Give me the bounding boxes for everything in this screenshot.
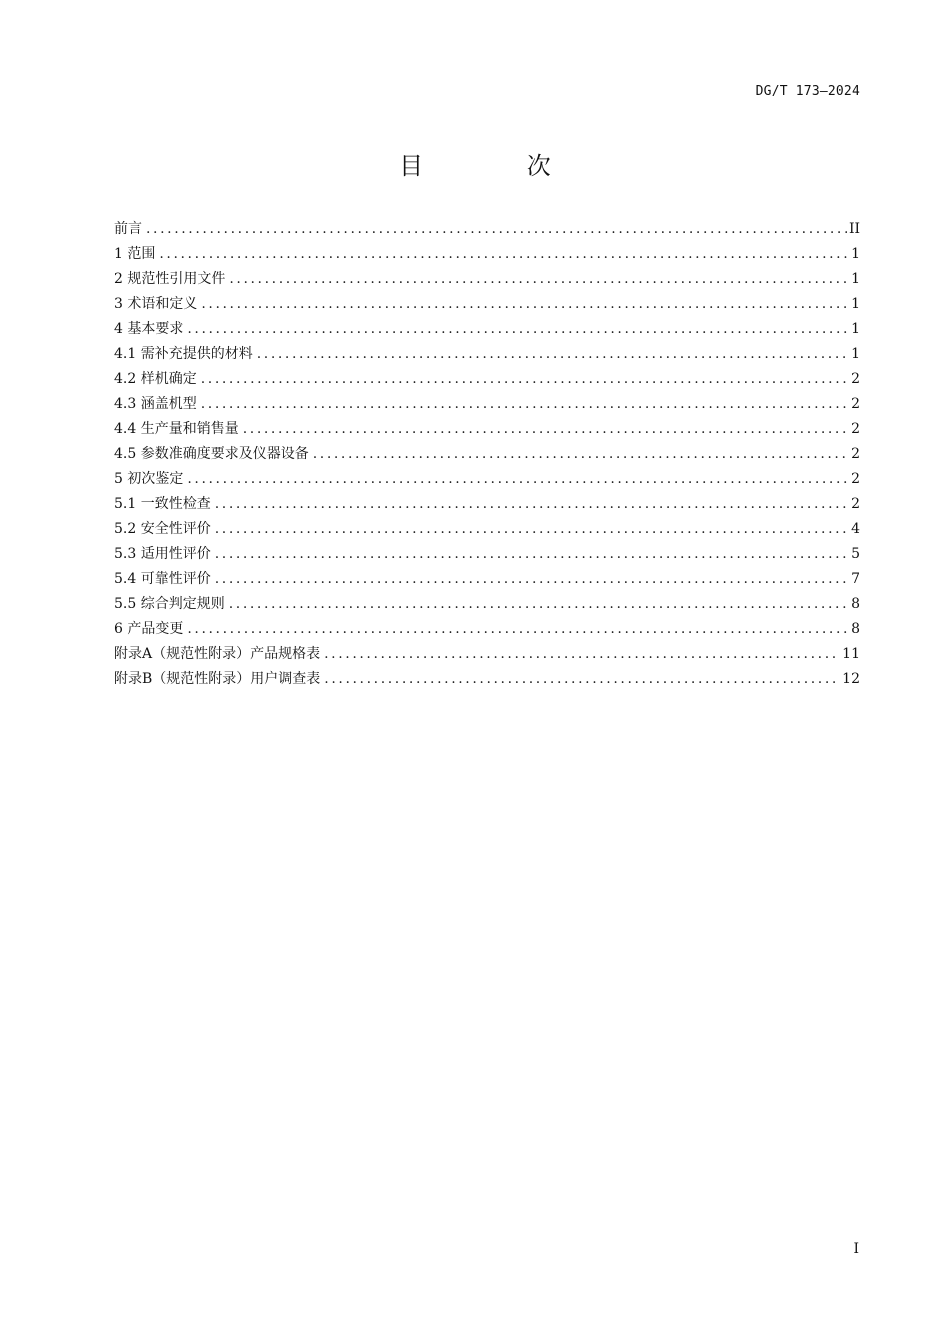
- toc-entry-label: 5.2 安全性评价: [114, 521, 211, 537]
- dot-leader: [187, 467, 849, 492]
- toc-entry-page: 4: [851, 521, 860, 537]
- toc-entry-4-4[interactable]: [114, 417, 860, 442]
- dot-leader: [324, 667, 840, 692]
- dot-leader: [313, 442, 849, 467]
- toc-entry-label: 4.4 生产量和销售量: [114, 421, 239, 437]
- toc-entry-label: 5.4 可靠性评价: [114, 571, 211, 587]
- dot-leader: [201, 367, 849, 392]
- toc-entry-page: 12: [842, 671, 860, 687]
- toc-entry-basic-requirements[interactable]: [114, 317, 860, 342]
- toc-entry-page: 1: [851, 296, 860, 312]
- dot-leader: [215, 492, 849, 517]
- toc-entry-label: 4.5 参数准确度要求及仪器设备: [114, 446, 309, 462]
- toc-entry-label: 5.5 综合判定规则: [114, 596, 225, 612]
- toc-entry-5-4[interactable]: [114, 567, 860, 592]
- toc-entry-4-2[interactable]: [114, 367, 860, 392]
- toc-entry-label: 5.1 一致性检查: [114, 496, 211, 512]
- toc-entry-foreword[interactable]: [114, 217, 860, 242]
- dot-leader: [146, 217, 847, 242]
- toc-entry-normative-references[interactable]: [114, 267, 860, 292]
- toc-entry-4-3[interactable]: [114, 392, 860, 417]
- toc-entry-page: 1: [851, 321, 860, 337]
- toc-entry-page: 2: [851, 371, 860, 387]
- toc-entry-page: 1: [851, 346, 860, 362]
- dot-leader: [201, 392, 849, 417]
- toc-entry-product-change[interactable]: [114, 617, 860, 642]
- toc-entry-page: 2: [851, 421, 860, 437]
- dot-leader: [229, 267, 849, 292]
- toc-entry-page: II: [848, 221, 860, 237]
- toc-entry-initial-appraisal[interactable]: [114, 467, 860, 492]
- toc-entry-label: 附录A（规范性附录）产品规格表: [114, 646, 321, 662]
- toc-entry-page: 1: [851, 271, 860, 287]
- toc-entry-label: 4.1 需补充提供的材料: [114, 346, 253, 362]
- toc-entry-4-1[interactable]: [114, 342, 860, 367]
- dot-leader: [215, 542, 849, 567]
- dot-leader: [201, 292, 849, 317]
- table-of-contents: [114, 217, 860, 692]
- toc-entry-5-3[interactable]: [114, 542, 860, 567]
- toc-entry-page: 1: [851, 246, 860, 262]
- toc-entry-appendix-b[interactable]: [114, 667, 860, 692]
- dot-leader: [243, 417, 849, 442]
- toc-entry-page: 2: [851, 496, 860, 512]
- toc-entry-label: 5.3 适用性评价: [114, 546, 211, 562]
- dot-leader: [187, 617, 849, 642]
- toc-entry-appendix-a[interactable]: [114, 642, 860, 667]
- dot-leader: [324, 642, 840, 667]
- toc-entry-label: 6 产品变更: [114, 621, 184, 637]
- toc-entry-page: 5: [851, 546, 860, 562]
- toc-entry-label: 4 基本要求: [114, 321, 184, 337]
- toc-entry-5-1[interactable]: [114, 492, 860, 517]
- toc-entry-page: 8: [851, 621, 860, 637]
- dot-leader: [229, 592, 849, 617]
- toc-entry-page: 2: [851, 446, 860, 462]
- toc-entry-label: 4.3 涵盖机型: [114, 396, 197, 412]
- toc-entry-page: 2: [851, 471, 860, 487]
- dot-leader: [159, 242, 849, 267]
- dot-leader: [187, 317, 849, 342]
- toc-entry-label: 3 术语和定义: [114, 296, 198, 312]
- toc-entry-5-2[interactable]: [114, 517, 860, 542]
- page-title: 目 次: [399, 152, 599, 180]
- dot-leader: [215, 567, 849, 592]
- toc-entry-label: 前言: [114, 221, 142, 237]
- page-number: I: [853, 1241, 859, 1257]
- toc-entry-label: 5 初次鉴定: [114, 471, 184, 487]
- toc-entry-page: 11: [842, 646, 860, 662]
- toc-entry-5-5[interactable]: [114, 592, 860, 617]
- toc-entry-page: 8: [851, 596, 860, 612]
- toc-entry-4-5[interactable]: [114, 442, 860, 467]
- document-code: DG/T 173—2024: [755, 84, 860, 99]
- dot-leader: [215, 517, 849, 542]
- toc-entry-scope[interactable]: [114, 242, 860, 267]
- toc-entry-page: 7: [851, 571, 860, 587]
- dot-leader: [257, 342, 849, 367]
- toc-entry-page: 2: [851, 396, 860, 412]
- toc-entry-label: 4.2 样机确定: [114, 371, 197, 387]
- toc-entry-terms[interactable]: [114, 292, 860, 317]
- toc-entry-label: 1 范围: [114, 246, 156, 262]
- toc-entry-label: 2 规范性引用文件: [114, 271, 226, 287]
- toc-entry-label: 附录B（规范性附录）用户调查表: [114, 671, 321, 687]
